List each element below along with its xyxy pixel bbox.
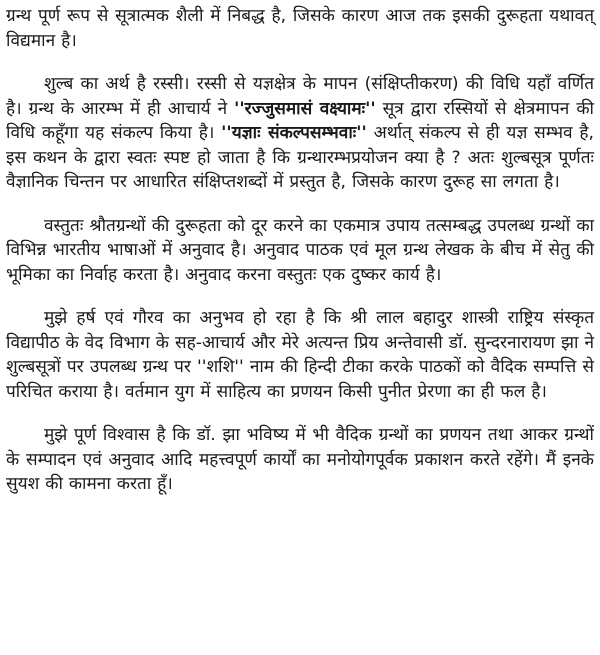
- paragraph-2-text-c: अर्थात् संकल्प से ही यज्ञ सम्भव है, इस कथन के द्वारा स्वतः स्पष्ट हो जाता है कि ग्रन्थारम्भप्रयोजन क्या है ? अतः शुल्बसूत्र पूर्णतः वैज्ञानिक चिन्तन पर आधारित संक्षिप्तशब्दों में प्रस्तुत है, जिसके कारण दुरूह सा लगता है।: [6, 123, 595, 192]
- paragraph-3-text: वस्तुतः श्रौतग्रन्थों की दुरूहता को दूर करने का एकमात्र उपाय तत्सम्बद्ध उपलब्ध ग्रन्थों का विभिन्न भारतीय भाषाओं में अनुवाद है। अनुवाद पाठक एवं मूल ग्रन्थ लेखक के बीच में सेतु की भूमिका का निर्वाह करता है। अनुवाद करना वस्तुतः एक दुष्कर कार्य है।: [6, 215, 594, 285]
- document-page: [6, 4, 594, 516]
- paragraph-5-wishes: [6, 423, 594, 497]
- paragraph-4-acknowledgement: [6, 306, 594, 404]
- paragraph-2-text-b: सूत्र द्वारा रस्सियों से क्षेत्रमापन की विधि कहूँगा यह संकल्प किया है।: [6, 98, 594, 143]
- paragraph-1: [6, 4, 594, 53]
- paragraph-2-text-a: शुल्ब का अर्थ है रस्सी। रस्सी से यज्ञक्षेत्र के मापन (संक्षिप्तीकरण) की विधि यहाँ वर्णित है। ग्रन्थ के आरम्भ में ही आचार्य ने: [6, 74, 594, 119]
- paragraph-2-shulba-meaning: [6, 72, 594, 195]
- paragraph-1-text: ग्रन्थ पूर्ण रूप से सूत्रात्मक शैली में निबद्ध है, जिसके कारण आज तक इसकी दुरूहता यथावत् विद्यमान है।: [6, 6, 594, 51]
- sutra-quote-rajjusamasam: ''रज्जुसमासं वक्ष्यामः'': [234, 98, 376, 119]
- paragraph-5-text: मुझे पूर्ण विश्वास है कि डॉ. झा भविष्य में भी वैदिक ग्रन्थों का प्रणयन तथा आकर ग्रन्थों के सम्पादन एवं अनुवाद आदि महत्त्वपूर्ण कार्यों का मनोयोगपूर्वक प्रकाशन करते रहेंगे। मैं इनके सुयश की कामना करता हूँ।: [6, 425, 594, 494]
- paragraph-4-text: मुझे हर्ष एवं गौरव का अनुभव हो रहा है कि श्री लाल बहादुर शास्त्री राष्ट्रिय संस्कृत विद्यापीठ के वेद विभाग के सह-आचार्य और मेरे अत्यन्त प्रिय अन्तेवासी डॉ. सुन्दरनारायण झा ने शुल्बसूत्रों पर उपलब्ध ग्रन्थ पर ''शशि'' नाम की हिन्दी टीका करके पाठकों को वैदिक सम्पत्ति से परिचित कराया है। वर्तमान युग में साहित्य का प्रणयन किसी पुनीत प्रेरणा का ही फल है।: [6, 308, 594, 402]
- paragraph-3-translation: [6, 214, 594, 288]
- sutra-quote-yajnah-sankalpa: ''यज्ञाः संकल्पसम्भवाः'': [221, 123, 367, 143]
